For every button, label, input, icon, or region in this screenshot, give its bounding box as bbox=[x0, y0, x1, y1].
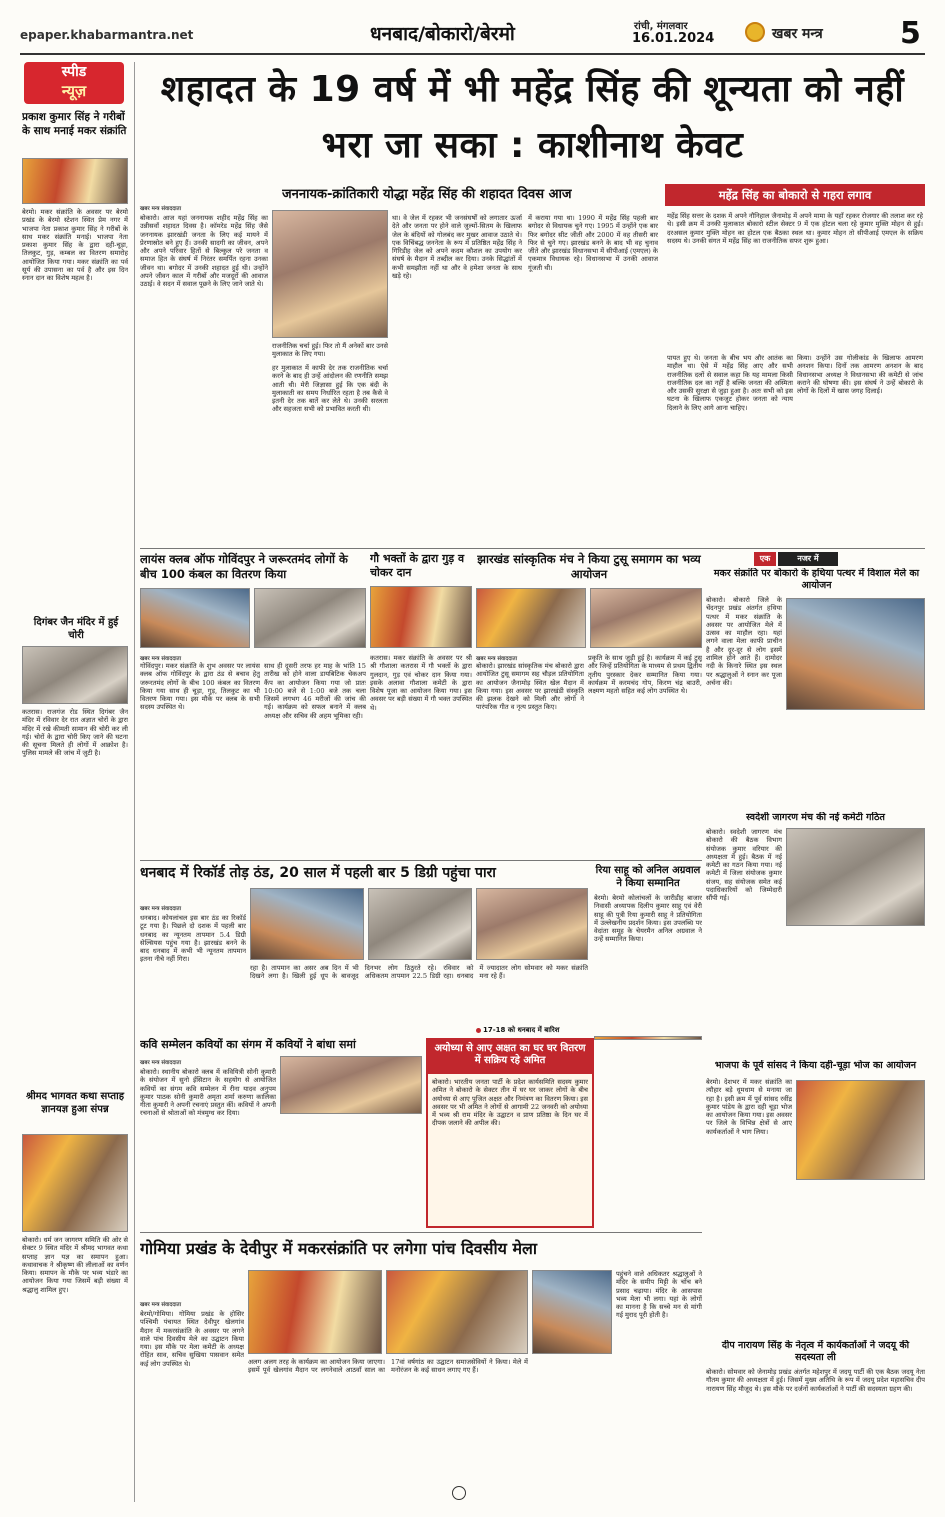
issue-date: 16.01.2024 bbox=[632, 31, 715, 46]
lead-byline: खबर मन्त्र संवाददाता bbox=[140, 206, 182, 212]
cold-photo-3 bbox=[476, 888, 588, 960]
mela-text-2: अलग अलग तरह के कार्यक्रम का आयोजन किया जाएगा। इसमें पूर्व खेलगांव मैदान पर लगनेवाले आठवाँ साल का 17वां वर्षगांठ का उद्घाटन समाजसेवियों ने किया। मेले में मनोरंजन के कई साधन लगाए गए हैं। bbox=[248, 1358, 528, 1375]
nazar-tag-left: एक bbox=[754, 552, 776, 566]
lions-club-byline: खबर मन्त्र संवाददाता bbox=[140, 656, 182, 662]
ayodhya-title: अयोध्या से आए अक्षत का घर घर वितरण में सक्रिय रहे अमित bbox=[428, 1040, 592, 1074]
speed-news-photo-2 bbox=[22, 646, 128, 704]
speed-news-badge-bottom: न्यूज़ bbox=[61, 82, 87, 100]
page-number: 5 bbox=[900, 16, 921, 51]
speed-news-badge-top: स्पीड bbox=[61, 64, 87, 80]
lead-photo-caption: राजनीतिक चर्चा हुई। फिर तो मैं अनेकों बार उनसे मुलाकात के लिए गया। bbox=[272, 342, 388, 359]
speed-news-text-1: बेरमो। मकर संक्रांति के अवसर पर बेरमो प्रखंड के बेरमो स्टेशन स्थित प्रेम नगर में भाजपा नेता प्रकाश कुमार सिंह ने गरीबों के साथ मकर संक्रांति मनाई। भाजपा नेता प्रकाश कुमार सिंह के द्वारा दही-चूड़ा, तिलकुट, गुड़, कम्बल का वितरण समारोह आयोजित किया गया। मकर संक्रांति का पर्व सूर्य की उपासना का पर्व है और इस दिन स्नान दान का विशेष महत्व है। bbox=[22, 208, 128, 283]
jdu-text: बोकारो। सोमवार को जेनामोड़ प्रखंड अंतर्गत महेशपुर में जदयू पार्टी की एक बैठक जदयू नेता गौतम कुमार की अध्यक्षता में हुई। जिसमें मुख्य अतिथि के रूप में जदयू प्रदेश महासचिव दीप नारायण सिंह मौजूद थे। इस मौके पर दर्जनों कार्यकर्ताओं ने पार्टी की सदस्यता ग्रहण की। bbox=[706, 1368, 925, 1393]
poets-byline: खबर मन्त्र संवाददाता bbox=[140, 1060, 182, 1066]
speed-news-title-3: श्रीमद भागवत कथा सप्ताह ज्ञानयज्ञ हुआ संपन्न bbox=[25, 1091, 124, 1115]
speed-news-text-3: बोकारो। धर्म जन जागरण समिति की ओर से सेक्टर 9 स्थित मंदिर में श्रीमद भागवत कथा सप्ताह ज्ञान यज्ञ का समापन हुआ। कथावाचक ने श्रीकृष्ण की लीलाओं का वर्णन किया। समापन के मौके पर भव्य भंडारे का आयोजन किया गया जिसमें बड़ी संख्या में श्रद्धालु शामिल हुए। bbox=[22, 1236, 128, 1294]
lead-column-4: में कराया गया था। 1990 में महेंद्र सिंह पहली बार बगोदर से विधायक चुने गए। 1995 में उन्होंने एक बार फिर बगोदर सीट जीती और 2000 में वह तीसरी बार फिर से चुने गए। झारखंड बनने के बाद भी वह चुनाव जीते और झारखंड विधानसभा में सीपीआई (एमएल) के एकमात्र विधायक रहे। विधानसभा में उनकी आवाज गूंजती थी। bbox=[528, 214, 658, 272]
samman-photo bbox=[594, 1036, 702, 1040]
fair-title: मकर संक्रांति पर बोकारो के हथिया पत्थर में विशाल मेले का आयोजन bbox=[713, 568, 920, 591]
mela-photo-3 bbox=[532, 1270, 612, 1354]
cold-jump-text: 17-18 को धनबाद में बारिश bbox=[483, 1026, 560, 1034]
brand-name: खबर मन्त्र bbox=[772, 26, 823, 42]
samman-text-1: बेरमो। बेरमो कोलांचलों के जारीडीह बाजार निवासी अध्यापक दिलीप कुमार साहू एवं वेरी साहू की पुत्री रिया कुमारी साहू ने प्रतियोगिता में उल्लेखनीय प्रदर्शन किया। इस उपलब्धि पर वेदांता समूह के चेयरमैन अनिल अग्रवाल ने उन्हें सम्मानित किया। bbox=[594, 894, 702, 944]
lions-club-text-1: गोविंदपुर। मकर संक्रांति के शुभ अवसर पर लायंस क्लब ऑफ गोविंदपुर के द्वारा ठंड से बचाव हेतु जरूरतमंद लोगों के बीच 100 कंबल का वितरण किया गया साथ ही चूड़ा, गुड़, तिलकुट का भी वितरण किया गया। इस मौके पर क्लब के सभी सदस्य उपस्थित थे। bbox=[140, 662, 260, 712]
lead-column-2: हर मुलाकात में काफी देर तक राजनीतिक चर्चा करने के बाद ही उन्हें आंदोलन की रणनीति समझ आती थी। मेरी जिज्ञासा हुई कि एक बंदी के मुलाकाती का समय निर्धारित रहता है तब कैसे वे इतनी देर तक बातें कर लेते थे। उनकी सरलता और सहजता सभी को प्रभावित करती थी। bbox=[272, 364, 388, 414]
cold-text-2: रहा है। तापमान का असर अब दिन में भी दिखने लगा है। खिली हुई धूप के बावजूद दिनभर लोग ठिठुरते रहे। रविवार को अधिकतम तापमान 22.5 डिग्री रहा। धनबाद में ज्यादातर लोग सोमवार को मकर संक्रांति मना रहे हैं। bbox=[250, 964, 588, 981]
sidebar-divider bbox=[134, 62, 135, 1502]
lead-subhead: जननायक-क्रांतिकारी योद्धा महेंद्र सिंह की शहादत दिवस आज bbox=[282, 187, 572, 202]
poets-photo bbox=[280, 1056, 422, 1114]
edition-name: धनबाद/बोकारो/बेरमो bbox=[370, 23, 515, 45]
lead-column-1: बोकारो। आज यहां जननायक शहीद महेंद्र सिंह का उन्नीसवाँ शहादत दिवस है। कॉमरेड महेंद्र सिंह जैसे जननायक झारखंडी जनता के लिए कई मायने में प्रेरणास्रोत बने हुए हैं। उनकी सादगी का जीवन, अपने और अपने परिवार हितों से बिल्कुल परे जनता व समाज हित के संघर्ष में निरंतर समर्पित रहना उनका जीवन था। बगोदर में उनकी शहादत हुई थी। उन्होंने अपने जीवन काल में गरीबों और मजदूरों की आवाज उठाई। वे सदन में सवाल पूछने के लिए जाने जाते थे। bbox=[140, 214, 268, 289]
gau-title: गौ भक्तों के द्वारा गुड़ व चोकर दान bbox=[370, 552, 465, 579]
tusu-title: झारखंड सांस्कृतिक मंच ने किया टुसू समागम का भव्य आयोजन bbox=[477, 552, 701, 581]
ayodhya-box bbox=[426, 1038, 594, 1228]
bokaro-connection-column-3: किया। उन्होंने उस गोलीकांड के खिलाफ आमरण अनशन किया। दिनों तक आमरण अनशन के बाद विधानसभा अध्यक्ष ने विधानसभा की कमेटी से जांच कराने की घोषणा की। इस संघर्ष ने उन्हें बोकारो के लोगों के दिलों में खास जगह दिलाई। bbox=[797, 354, 923, 396]
mela-byline: खबर मन्त्र संवाददाता bbox=[140, 1302, 182, 1308]
nazar-tag-right: नजर में bbox=[778, 552, 838, 566]
lead-column-3: था। वे जेल में रहकर भी जनसंघर्षों को लगातार ऊर्जा देते और जनता पर होने वाले जुल्मों-सितम के खिलाफ जेल के बंदियों को गोलबंद कर मुखर आवाज उठाते थे। एक विचिंबद्ध जननेता के रूप में प्रतिष्ठित महेंद्र सिंह ने गिरिडीह जेल को अपने कदम कौशल का उपयोग कर संघर्ष के मैदान में तब्दील कर दिया। उनके सिद्धांतों में कभी समझौता नहीं था और वे हमेशा जनता के साथ खड़े रहे। bbox=[392, 214, 522, 281]
speed-news-sidebar bbox=[22, 62, 132, 1502]
mela-text-1: बेरमो/गोमिया। गोमिया प्रखंड के होसिर पश्चिमी पंचायत स्थित देवीपुर खेलगांव मैदान में मकरसंक्रांति के अवसर पर लगने वाले पांच दिवसीय मेले का उद्घाटन किया गया। इस मौके पर मेला कमेटी के अध्यक्ष रोहित साव, सचिव सुखिया पासवान समेत कई लोग उपस्थित थे। bbox=[140, 1310, 244, 1368]
speed-news-title-1: प्रकाश कुमार सिंह ने गरीबों के साथ मनाई मकर संक्रांति bbox=[22, 111, 127, 137]
gau-text: कतरास। मकर संक्रांति के अवसर पर श्री श्री गौशाला कतरास में गौ भक्तों के द्वारा गुलदान, गुड़ एवं चोकर दान किया गया। इसके अलावा गौशाला कमेटी के द्वारा विशेष पूजा का आयोजन किया गया। इस अवसर पर बड़ी संख्या में गौ भक्त उपस्थित थे। bbox=[370, 654, 472, 712]
cold-title: धनबाद में रिकॉर्ड तोड़ ठंड, 20 साल में पहली बार 5 डिग्री पहुंचा पारा bbox=[140, 865, 496, 881]
poets-title: कवि सम्मेलन कवियों का संगम में कवियों ने बांधा समां bbox=[140, 1038, 356, 1051]
cold-photo-1 bbox=[250, 888, 364, 960]
cold-jump bbox=[476, 1026, 588, 1035]
jump-arrow-icon bbox=[476, 1028, 481, 1033]
cold-photo-2 bbox=[368, 888, 472, 960]
cold-byline: खबर मन्त्र संवाददाता bbox=[140, 906, 182, 912]
swadeshi-photo bbox=[786, 828, 925, 926]
lead-headline: शहादत के 19 वर्ष में भी महेंद्र सिंह की शून्यता को नहीं भरा जा सका : काशीनाथ केवट bbox=[160, 69, 905, 166]
lead-bottom-divider bbox=[140, 548, 925, 549]
ayodhya-text: बोकारो। भारतीय जनता पार्टी के प्रदेश कार्यसमिति सदस्य कुमार अमित ने बोकारो के सेक्टर तीन में घर घर जाकर लोगों के बीच अयोध्या से आए पूजित अक्षत और निमंत्रण का वितरण किया। इस अवसर पर भी अमित ने लोगों से आगामी 22 जनवरी को अयोध्या में भव्य श्री राम मंदिर के उद्घाटन व प्राण प्रतिष्ठा के दिन घर में दीपक जलाने की अपील की। bbox=[432, 1078, 588, 1128]
swadeshi-text: बोकारो। स्वदेशी जागरण मंच बोकारो की बैठक विभाग संयोजक कुमार वरियार की अध्यक्षता में हुई। बैठक में नई कमेटी का गठन किया गया। नई कमेटी में जिला संयोजक कुमार संजय, सह संयोजक समेत कई पदाधिकारियों को जिम्मेदारी सौंपी गई। bbox=[706, 828, 782, 903]
pm-meet-photo bbox=[796, 1080, 925, 1180]
speed-news-photo-1 bbox=[22, 158, 128, 204]
bokaro-connection-column-1: महेंद्र सिंह सत्तर के दशक में अपने नौनिहाल जैनामोड़ में अपने मामा के यहाँ रहकर रोजगार की तलाश कर रहे थे। इसी क्रम में उनकी मुलाकात बोकारो स्टील सेक्टर 9 में एक होटल चला रहे कुमार मुक्ति मोहन से हुई। दरअसल कुमार मुक्ति मोहन का होटल एक बैठका स्थल था। कुमार मोहन तो सीपीआई एमएल के सक्रिय सदस्य थे। उनकी संगत में महेंद्र सिंह का राजनीतिक सफर शुरू हुआ। bbox=[667, 212, 923, 245]
cold-text-1: धनबाद। कोयलांचल इस बार ठंड का रिकॉर्ड टूट गया है। पिछले दो दशक में पहली बार धनबाद का न्यूनतम तापमान 5.4 डिग्री सेल्सियस पहुंच गया है। झारखंड बनने के बाद धनबाद में कभी भी न्यूनतम तापमान इतना नीचे नहीं गिरा। bbox=[140, 914, 246, 964]
bokaro-connection-title: महेंद्र सिंह का बोकारो से गहरा लगाव bbox=[665, 184, 925, 206]
gau-photo bbox=[370, 586, 472, 648]
speed-news-text-2: कतरास। राजगंज रोड स्थित दिगंबर जैन मंदिर में रविवार देर रात अज्ञात चोरों के द्वारा मंदिर में रखे कीमती सामान की चोरी कर ली गई। चोरों के द्वारा चोरी किए जाने की घटना की सूचना मिलते ही लोगों में आक्रोश है। पुलिस मामले की जांच में जुटी है। bbox=[22, 708, 128, 758]
tusu-text-2: प्रकृति के साथ जुड़ी हुई है। कार्यक्रम में कई टुसू और जिन्हें प्रतियोगिता के माध्यम से प्रथम द्वितीय तृतीय पुरस्कार देकर सम्मानित किया गया। कार्यक्रम में करमचंद गोप, किरण चंद्र बाउरी, लक्ष्मण महतो सहित कई लोग उपस्थित थे। bbox=[588, 654, 702, 696]
mid-divider bbox=[140, 860, 702, 861]
mela-photo-2 bbox=[386, 1270, 528, 1354]
poets-text: बोकारो। स्थानीय बोकारो क्लब में कवियित्री सोनी कुमारी के संयोजन में सुनो ईसिटान के सहयोग से आयोजित कवियों का संगम कवि सम्मेलन में रीना यादव अनुपम कुमार पाठक सोनी कुमारी अमृता शर्मा करुणा कालिका गीता कुमारी ने अपनी रचनाएं प्रस्तुत कीं। कवियों ने अपनी रचनाओं से श्रोताओं को मंत्रमुग्ध कर दिया। bbox=[140, 1068, 276, 1118]
lions-club-title: लायंस क्लब ऑफ गोविंदपुर ने जरूरतमंद लोगों के बीच 100 कंबल का वितरण किया bbox=[140, 552, 348, 581]
lions-club-photo-2 bbox=[254, 588, 366, 648]
jdu-title: दीप नारायण सिंह के नेतृत्व में कार्यकर्ताओं ने जदयू की सदस्यता ली bbox=[721, 1340, 910, 1363]
nazar-tag bbox=[706, 552, 925, 566]
city-day: रांची, मंगलवार bbox=[634, 21, 688, 32]
fair-text: बोकारो। बोकारो जिले के चेंदनपुर प्रखंड अंतर्गत हथिया पत्थर में मकर संक्रांति के अवसर पर आयोजित मेले में उत्सव का माहौल रहा। यहां लगने वाला मेला काफी प्राचीन है और दूर-दूर से लोग इसमें शामिल होने आते हैं। दामोदर नदी के किनारे स्थित इस स्थल पर श्रद्धालुओं ने स्नान कर पूजा अर्चना की। bbox=[706, 596, 782, 687]
mela-title: गोमिया प्रखंड के देवीपुर में मकरसंक्रांति पर लगेगा पांच दिवसीय मेला bbox=[140, 1239, 538, 1258]
lions-club-text-2: साथ ही दूसरी तरफ हर माह के भांति 15 तारीख को होने वाला डायबिटिक चेकअप कैंप का आयोजन किया गया जो प्रातः 10:00 बजे से 1:00 बजे तक चला जिसमें लगभग 46 मरीजों की जांच की गई। कार्यक्रम को सफल बनाने में क्लब अध्यक्ष और सचिव की अहम भूमिका रही। bbox=[264, 662, 366, 720]
samman-title: रिया साहू को अनिल अग्रवाल ने किया सम्मानित bbox=[595, 865, 701, 889]
lions-club-photo-1 bbox=[140, 588, 250, 648]
site-url[interactable]: epaper.khabarmantra.net bbox=[20, 28, 194, 42]
speed-news-title-2: दिगंबर जैन मंदिर में हुई चोरी bbox=[33, 617, 119, 641]
fair-photo bbox=[786, 598, 925, 710]
masthead bbox=[0, 0, 945, 56]
speed-news-photo-3 bbox=[22, 1134, 128, 1232]
pm-meet-title: भाजपा के पूर्व सांसद ने किया दही-चूड़ा भोज का आयोजन bbox=[714, 1060, 917, 1071]
tusu-byline: खबर मन्त्र संवाददाता bbox=[476, 656, 518, 662]
mela-text-3: पहुंचने वाले अधिकतर श्रद्धालुओं ने मंदिर के समीप मिट्टी के चोंच बने प्रसाद चढ़ाया। मंदिर के आसपास भव्य मेला भी लगा। यहां के लोगों का मानना है कि सच्चे मन से मांगी गई मुराद पूरी होती है। bbox=[616, 1270, 702, 1320]
brand-logo bbox=[745, 22, 765, 42]
bokaro-connection-column-2: पायत हुए थे। जनता के बीच भय और आतंक का माहौल था। ऐसे में महेंद्र सिंह आए और सभी राजनीतिक दलों से सवाल कहा कि यह मामला किसी राजनीतिक दल का नहीं है बल्कि जनता की अस्मिता और उसकी सुरक्षा से जुड़ा हुआ है। अतः सभी को इस घटना के खिलाफ एकजुट होकर जनता को न्याय दिलाने के लिए आगे आना चाहिए। bbox=[667, 354, 793, 412]
speed-news-badge bbox=[24, 62, 124, 104]
tusu-photo-2 bbox=[590, 588, 702, 648]
mela-top-divider bbox=[140, 1232, 702, 1233]
mela-photo-1 bbox=[248, 1270, 382, 1354]
header-divider bbox=[20, 53, 925, 55]
lead-portrait-photo bbox=[272, 210, 388, 338]
tusu-photo-1 bbox=[476, 588, 586, 648]
pm-meet-text: बेरमो। देशभर में मकर संक्रांति का त्यौहार बड़े धूमधाम से मनाया जा रहा है। इसी क्रम में पूर्व सांसद रवींद्र कुमार पांडेय के द्वारा दही चूड़ा भोज का आयोजन किया गया। इस अवसर पर जिले के विभिन्न क्षेत्रों से आए कार्यकर्ताओं ने भाग लिया। bbox=[706, 1078, 792, 1136]
swadeshi-title: स्वदेशी जागरण मंच की नई कमेटी गठित bbox=[746, 812, 885, 823]
registration-mark-icon bbox=[452, 1486, 466, 1500]
tusu-text-1: बोकारो। झारखंड सांस्कृतिक मंच बोकारो द्वारा आयोजित टुसू समागम सह चौड़ल प्रतियोगिता का आयोजन जैनामोड़ स्थित खेल मैदान में किया गया। इस अवसर पर झारखंडी संस्कृति की झलक देखने को मिली और लोगों ने पारंपरिक गीत व नृत्य प्रस्तुत किए। bbox=[476, 662, 584, 712]
